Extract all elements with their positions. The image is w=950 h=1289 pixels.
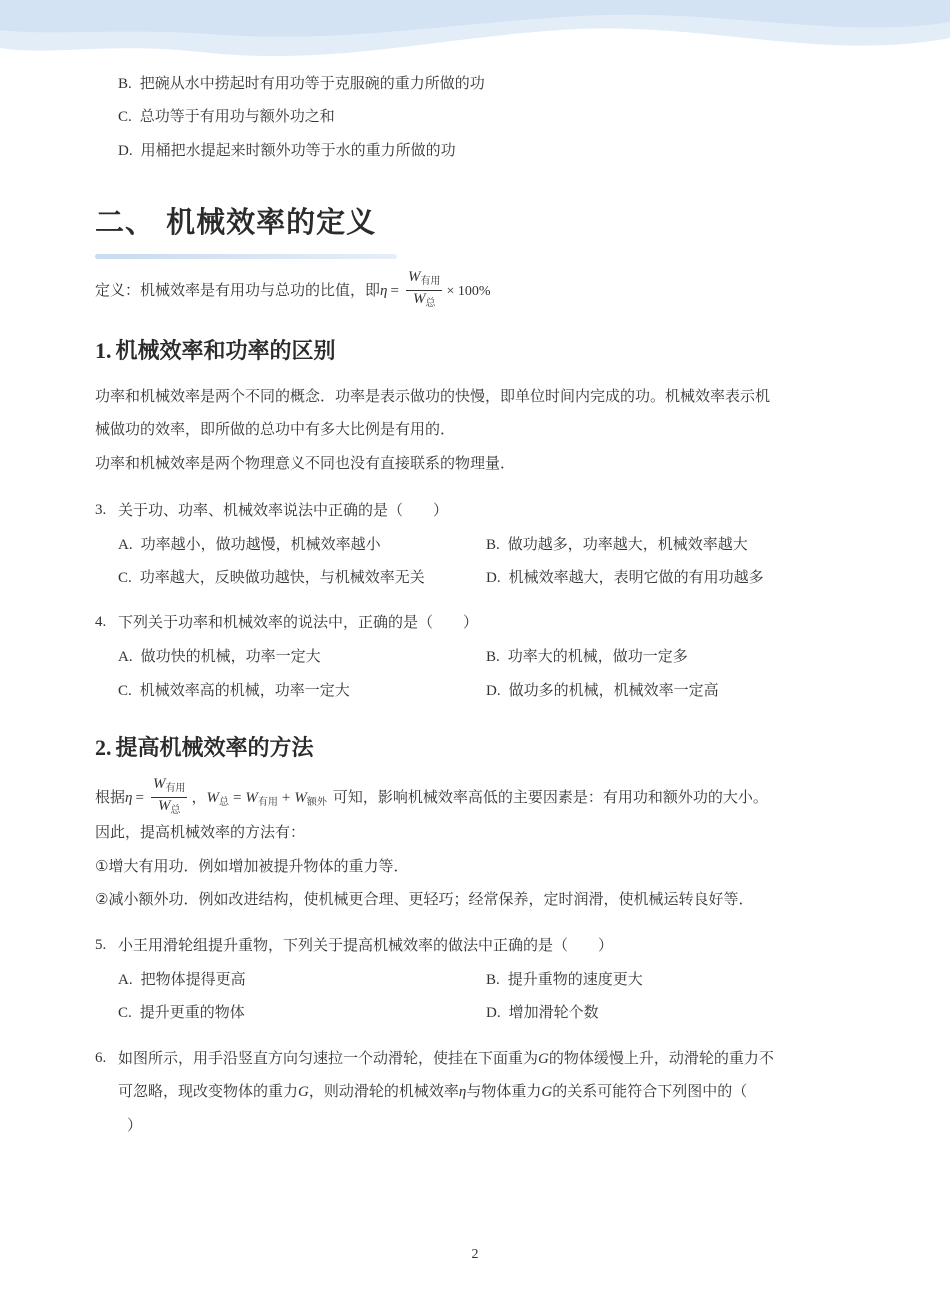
option-d: D. 用桶把水提起来时额外功等于水的重力所做的功 <box>118 141 456 159</box>
q5-option-d: D. 增加滑轮个数 <box>486 1003 599 1021</box>
q3-option-c: C. 功率越大，反映做功越快，与机械效率无关 <box>118 568 425 586</box>
q3-option-d: D. 机械效率越大，表明它做的有用功越多 <box>486 568 764 586</box>
sub1-paragraph-line2: 械做功的效率，即所做的总功中有多大比例是有用的． <box>95 420 456 438</box>
option-b: B. 把碗从水中捞起时有用功等于克服碗的重力所做的功 <box>118 74 485 92</box>
q6-stem-line1: 如图所示，用手沿竖直方向匀速拉一个动滑轮，使挂在下面重为G的物体缓慢上升，动滑轮的重力不 <box>118 1049 774 1067</box>
header-wave-decoration <box>0 0 950 70</box>
efficiency-fraction: $\frac{W_{有用}}{W_总}$ <box>407 269 441 309</box>
q6-stem-line3: ） <box>127 1116 143 1134</box>
section-underline <box>95 254 397 259</box>
definition-line: 定义：机械效率是有用功与总功的比值，即η = $\frac{W_{有用}}{W_总}$ × 100% <box>95 269 491 312</box>
sub1-paragraph-2: 功率和机械效率是两个物理意义不同也没有直接联系的物理量． <box>95 454 516 472</box>
q5-option-c: C. 提升更重的物体 <box>118 1003 245 1021</box>
sub2-line2: 因此，提高机械效率的方法有： <box>95 823 306 841</box>
sub2-line4: ②减小额外功．例如改进结构，使机械更合理、更轻巧；经常保养，定时润滑，使机械运转良好等． <box>95 890 754 908</box>
q5-number: 5. <box>95 937 107 953</box>
sub2-line3: ①增大有用功．例如增加被提升物体的重力等． <box>95 857 409 875</box>
q4-option-c: C. 机械效率高的机械，功率一定大 <box>118 681 350 699</box>
subsection-2-title: 2. 提高机械效率的方法 <box>95 735 314 761</box>
option-c: C. 总功等于有用功与额外功之和 <box>118 107 335 125</box>
q6-stem-line2: 可忽略，现改变物体的重力G，则动滑轮的机械效率η与物体重力G的关系可能符合下列图中的（ <box>118 1082 748 1100</box>
q4-number: 4. <box>95 614 107 630</box>
q3-option-a: A. 功率越小，做功越慢，机械效率越小 <box>118 535 381 553</box>
section-title: 二、 机械效率的定义 <box>95 205 377 239</box>
q4-stem: 下列关于功率和机械效率的说法中，正确的是（ ） <box>118 613 479 631</box>
efficiency-fraction-2: $\frac{W_{有用}}{W_总}$ <box>152 776 186 816</box>
q4-option-b: B. 功率大的机械，做功一定多 <box>486 647 688 665</box>
q5-option-b: B. 提升重物的速度更大 <box>486 970 643 988</box>
subsection-1-title: 1. 机械效率和功率的区别 <box>95 338 336 364</box>
q3-number: 3. <box>95 502 107 518</box>
q4-option-a: A. 做功快的机械，功率一定大 <box>118 647 321 665</box>
q3-option-b: B. 做功越多，功率越大，机械效率越大 <box>486 535 748 553</box>
q5-option-a: A. 把物体提得更高 <box>118 970 246 988</box>
q4-option-d: D. 做功多的机械，机械效率一定高 <box>486 681 719 699</box>
q5-stem: 小王用滑轮组提升重物，下列关于提高机械效率的做法中正确的是（ ） <box>118 936 614 954</box>
q6-number: 6. <box>95 1050 107 1066</box>
sub1-paragraph-line1: 功率和机械效率是两个不同的概念．功率是表示做功的快慢，即单位时间内完成的功。机械效率表示机 <box>95 387 771 405</box>
page-number: 2 <box>471 1247 479 1262</box>
sub2-formula-line: 根据η = $\frac{W_{有用}}{W_总}$ ，$W_总 = W_{有用} + W_{额外}$ 可知，影响机械效率高低的主要因素是：有用功和额外功的大小。 <box>95 776 768 822</box>
q3-stem: 关于功、功率、机械效率说法中正确的是（ ） <box>118 501 449 519</box>
